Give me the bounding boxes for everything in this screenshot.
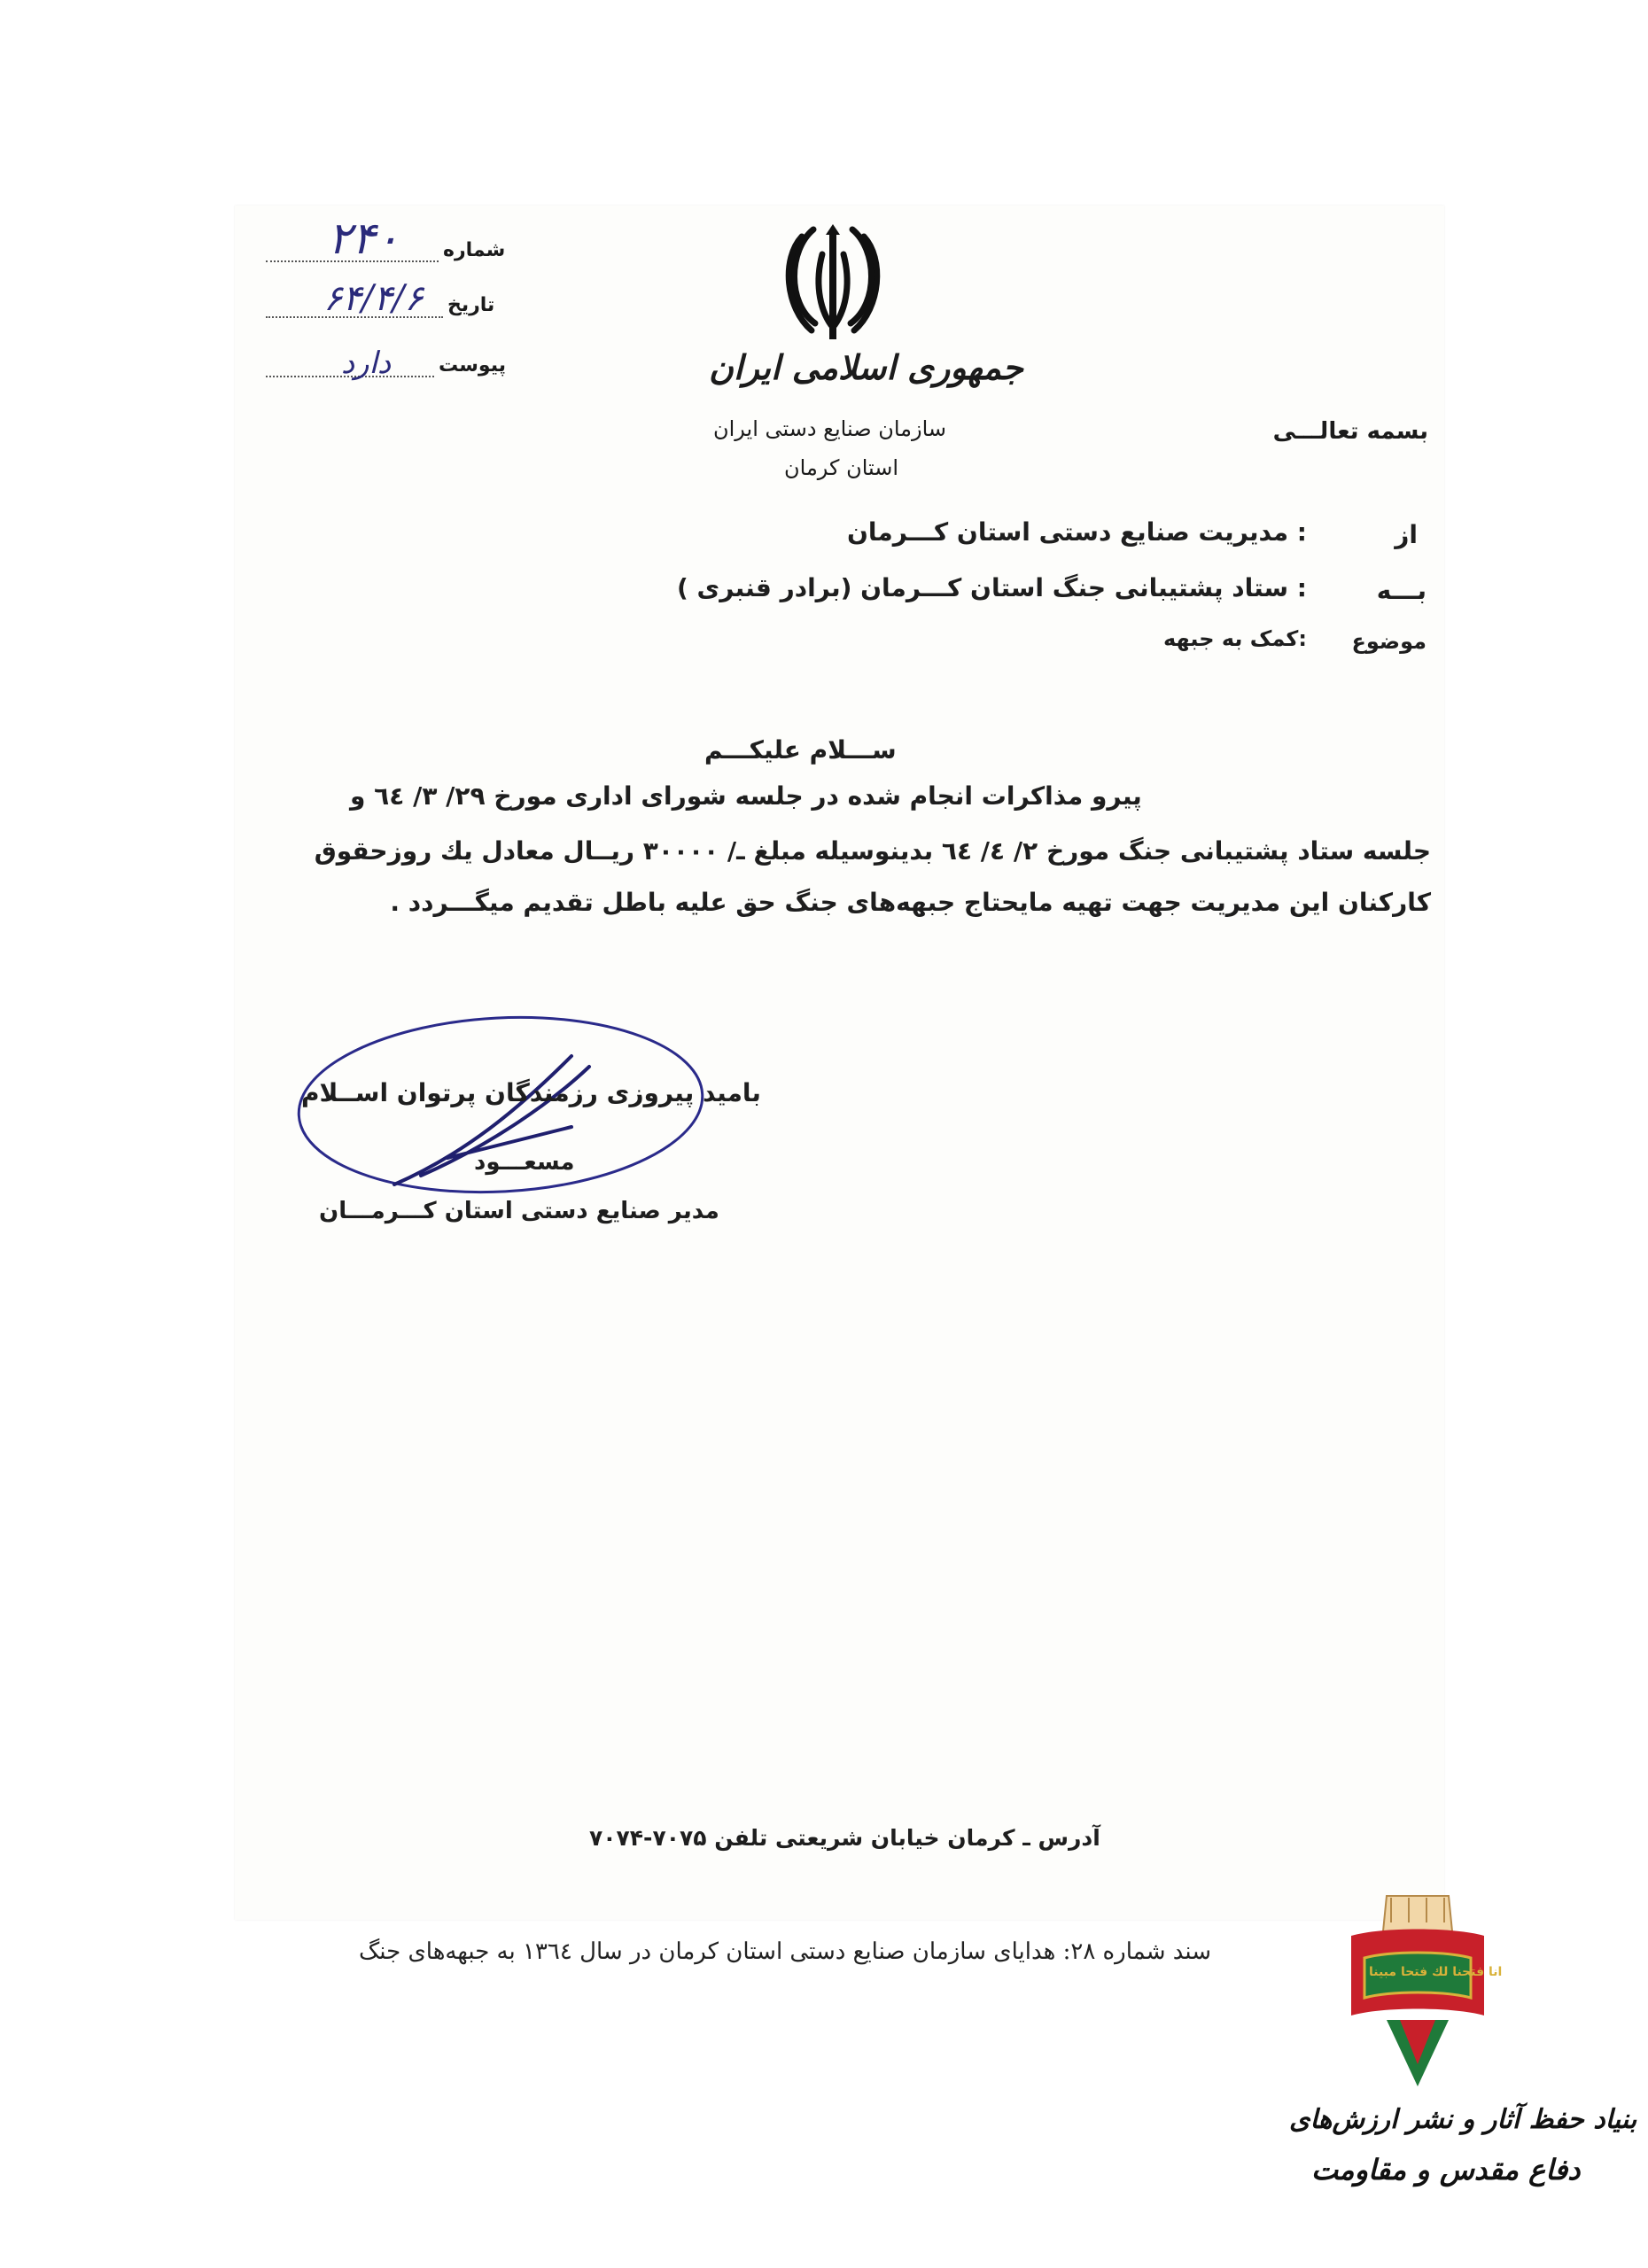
organization-province: استان کرمان: [784, 455, 899, 480]
signer-name: مسعـــود: [474, 1149, 575, 1176]
closing-wish: باميد پیروزی رزمندگان پرتوان اســلام: [301, 1078, 761, 1107]
publisher-name-line-2: دفاع مقدس و مقاومت: [1311, 2153, 1581, 2186]
footer-address: آدرس ـ کرمان خیابان شریعتی تلفن ۷۰۷۵-۷۰۷۴: [589, 1825, 1100, 1851]
ink-stamp-ellipse: [288, 1003, 731, 1216]
to-value: : ستاد پشتیبانی جنگ استان کـــرمان (برادر قنبری ): [677, 573, 1307, 602]
body-line-3: کارکنان این مدیریت جهت تهیه مایحتاج جبهه‌های جنگ حق علیه باطل تقدیم میگـــردد .: [390, 888, 1431, 917]
date-label: تاریخ: [447, 294, 495, 316]
subject-value: :کمک به جبهه: [1163, 626, 1307, 651]
fist-emblem-icon: [1347, 1887, 1489, 2091]
subject-label: موضوع: [1351, 629, 1426, 654]
number-label: شماره: [443, 239, 506, 261]
organization-name: سازمان صنایع دستی ایران: [713, 416, 947, 441]
invocation: بسمه تعالـــی: [1272, 418, 1428, 445]
iran-emblem-icon: [780, 219, 886, 352]
from-label: از: [1395, 520, 1418, 549]
publisher-name-line-1: بنیاد حفظ آثار و نشر ارزش‌های: [1289, 2104, 1637, 2135]
from-value: : مدیریت صنایع دستی استان کـــرمان: [847, 517, 1307, 547]
date-handwritten: ۶۴/۴/۶: [323, 278, 424, 319]
attachment-label: پیوست: [439, 354, 506, 377]
letter-page: [235, 206, 1444, 1920]
country-title: جمهوری اسلامی ایران: [709, 347, 1023, 387]
document-caption: سند شماره ۲۸: هدایای سازمان صنایع دستی استان کرمان در سال ١٣٦٤ به جبهه‌های جنگ: [359, 1938, 1212, 1965]
number-handwritten: ۲۴۰: [328, 213, 400, 264]
attachment-handwritten: دارد: [341, 346, 392, 381]
body-line-1: پیرو مذاکرات انجام شده در جلسه شورای اداری مورخ ۲۹/ ۳/ ٦٤ و: [350, 781, 1142, 811]
to-label: بـــه: [1376, 576, 1426, 605]
logo-motto: انا فتحنا لك فتحا مبینا: [1369, 1965, 1503, 1979]
signer-title: مدیر صنایع دستی استان کـــرمـــان: [319, 1198, 719, 1224]
greeting: ســـلام علیکـــم: [704, 735, 897, 765]
body-line-2: جلسه ستاد پشتیبانی جنگ مورخ ۲/ ٤/ ٦٤ بدینوسیله مبلغ ـ/ ۳۰۰۰۰ ریــال معادل یك روزحقوق: [314, 836, 1431, 866]
